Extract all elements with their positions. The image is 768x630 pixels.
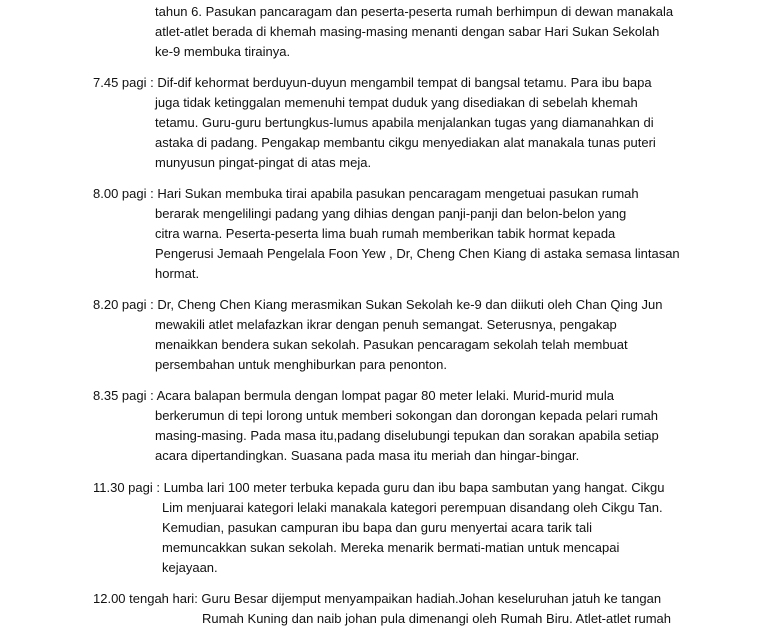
text-line: 8.00 pagi : Hari Sukan membuka tirai apabila pasukan pencaragam mengetuai pasukan rumah bbox=[93, 186, 639, 201]
text-line: berarak mengelilingi padang yang dihias dengan panji-panji dan belon-belon yang bbox=[155, 206, 627, 221]
text-line: hormat. bbox=[155, 266, 200, 281]
text-line: 8.20 pagi : Dr, Cheng Chen Kiang merasmikan Sukan Sekolah ke-9 dan diikuti oleh Chan Qing Jun bbox=[93, 297, 663, 312]
text-line: 8.35 pagi : Acara balapan bermula dengan lompat pagar 80 meter lelaki. Murid-murid mula bbox=[93, 388, 615, 403]
text-line: 11.30 pagi : Lumba lari 100 meter terbuka kepada guru dan ibu bapa sambutan yang hangat. Cikgu bbox=[93, 480, 665, 495]
text-line: munyusun pingat-pingat di atas meja. bbox=[155, 155, 372, 170]
text-line: menaikkan bendera sukan sekolah. Pasukan pencaragam sekolah telah membuat bbox=[155, 337, 628, 352]
text-line: juga tidak ketinggalan memenuhi tempat duduk yang disediakan di sebelah khemah bbox=[155, 95, 638, 110]
text-line: Pengerusi Jemaah Pengelala Foon Yew , Dr, Cheng Chen Kiang di astaka semasa lintasan bbox=[155, 246, 680, 261]
text-line: Lim menjuarai kategori lelaki manakala kategori perempuan disandang oleh Cikgu Tan. bbox=[162, 500, 663, 515]
text-line: Kemudian, pasukan campuran ibu bapa dan guru menyertai acara tarik tali bbox=[162, 520, 592, 535]
text-line: kejayaan. bbox=[162, 560, 218, 575]
text-line: astaka di padang. Pengakap membantu cikgu menyediakan alat manakala tunas puteri bbox=[155, 135, 656, 150]
text-line: atlet-atlet berada di khemah masing-masing menanti dengan sabar Hari Sukan Sekolah bbox=[155, 24, 660, 39]
text-line: citra warna. Peserta-peserta lima buah rumah memberikan tabik hormat kepada bbox=[155, 226, 616, 241]
text-line: Rumah Kuning dan naib johan pula dimenangi oleh Rumah Biru. Atlet-atlet rumah bbox=[202, 611, 672, 626]
text-line: ke-9 membuka tirainya. bbox=[155, 44, 291, 59]
text-line: tahun 6. Pasukan pancaragam dan peserta-peserta rumah berhimpun di dewan manakala bbox=[155, 4, 674, 19]
text-line: tetamu. Guru-guru bertungkus-lumus apabila menjalankan tugas yang diamanahkan di bbox=[155, 115, 654, 130]
text-line: 12.00 tengah hari: Guru Besar dijemput menyampaikan hadiah.Johan keseluruhan jatuh ke tangan bbox=[93, 591, 662, 606]
text-line: mewakili atlet melafazkan ikrar dengan penuh semangat. Seterusnya, pengakap bbox=[155, 317, 617, 332]
text-line: masing-masing. Pada masa itu,padang diselubungi tepukan dan sorakan apabila setiap bbox=[155, 428, 659, 443]
text-line: memuncakkan sukan sekolah. Mereka menarik bermati-matian untuk mencapai bbox=[162, 540, 620, 555]
text-line: berkerumun di tepi lorong untuk memberi sokongan dan dorongan kepada pelari rumah bbox=[155, 408, 658, 423]
text-line: persembahan untuk menghiburkan para penonton. bbox=[155, 357, 447, 372]
text-line: 7.45 pagi : Dif-dif kehormat berduyun-duyun mengambil tempat di bangsal tetamu. Para ibu bapa bbox=[93, 75, 652, 90]
text-line: acara dipertandingkan. Suasana pada masa itu meriah dan hingar-bingar. bbox=[155, 448, 580, 463]
